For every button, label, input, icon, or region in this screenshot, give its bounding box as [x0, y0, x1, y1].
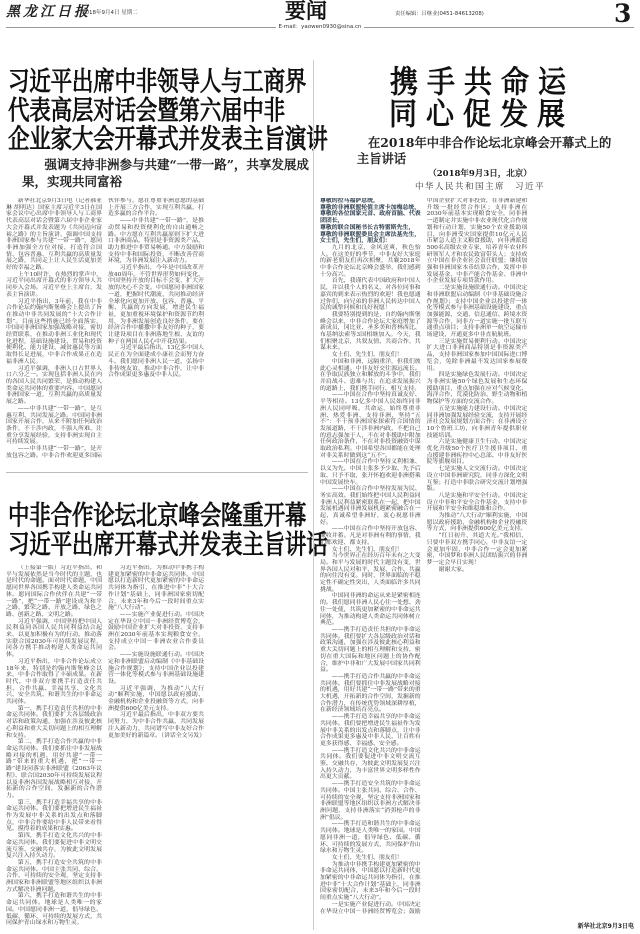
paragraph: ——携手打造安全共筑的中非命运共同体。中国主张共同、综合、合作、可持续的安全观，坚定支持非洲国家和非洲联盟等地区组织以非洲方式解决非洲问题，支持非洲落实“消弭枪声的非洲”倡议。	[320, 781, 421, 821]
paragraph: 我要特别提到的是，自约翰内斯堡峰会以来，中非合作论坛大家庭增加了新成员，冈比亚、圣多美和普林西比、布基纳法索等3国相继加入。今天，我们相聚北京，共叙友情、共商合作、共谋未来。	[320, 311, 421, 352]
salutation: 尊敬的非洲联盟委员会主席法基先生，	[320, 231, 421, 238]
speech-title	[389, 63, 576, 132]
title-line: 携手共命运	[390, 63, 576, 101]
headline-line: 企业家大会开幕式并发表主旨演讲	[8, 124, 328, 156]
paragraph: 为推动中非携手构建更加紧密的中非命运共同体，中国愿以打造新时代更加紧密的中非命运共同体为指引，在推进中非“十大合作计划”基础上，同非洲国家密切配合，未来3年和今后一段时间重点实施“八大行动”。	[320, 861, 421, 902]
paragraph: 习近平强调，为推动“八大行动”顺利实施，中国愿以政府援助、金融机构和企业投融资等方式，向非洲提供600亿美元支持。	[108, 685, 204, 712]
paragraph: 为推动“八大行动”顺利实施，中国愿以政府援助、金融机构和企业投融资等方式，向非洲提供600亿美元支持。	[426, 513, 528, 533]
paragraph: ——携手打造责任共担的中非命运共同体。我们要扩大各层级政治对话和政策沟通，加强在涉及彼此核心利益和重大关切问题上的相互理解和支持，密切在重大国际和地区问题上的协作配合，维护中非和广大发展中国家共同利益。	[320, 627, 421, 674]
newspaper-logo: 黑龙江日报	[6, 4, 91, 20]
article-divider	[6, 472, 308, 473]
salutation: 尊敬的非洲联盟轮值主席卡加梅总统，	[320, 204, 421, 211]
subtitle-line: 在2018年中非合作论坛北京峰会开幕式上的	[367, 135, 612, 150]
editor-credit: 责任编辑：吕继业(0451-84613208)	[395, 11, 484, 17]
paragraph: 七是实施人文交流行动。中国决定设立中国非洲研究院，同非方深化文明互鉴；打造中非联合研究交流计划增强版。	[426, 466, 528, 493]
paragraph: 三是实施贸易便利行动。中国决定扩大进口非洲商品特别是非资源类产品，支持非洲国家参加中国国际进口博览会，免除非洲最不发达国家参展费用。	[426, 338, 528, 372]
article-body	[320, 198, 634, 920]
paragraph: 习近平指出，中非合作论坛成立18年来，特别是约翰内斯堡峰会以来，中非合作取得了丰硕成果。在新时代，中非双方要携手打造责任共担、合作共赢、幸福共享、文化共兴、安全共筑、和谐共生的中非命运共同体。	[6, 658, 102, 706]
paragraph: 习近平最后指出，13亿多中国人民正在为全面建成小康社会而努力奋斗。我们愿同非洲人民一道，弘扬中非传统友谊，推动中非合作，让中非合作成果更多惠及中非人民。	[108, 345, 204, 379]
title-line: 同心促发展	[389, 95, 575, 132]
paragraph: ——实施设施联通行动。中国决定和非洲联盟启动编制《中非基础设施合作规划》；支持中国企业以投建营一体化等模式参与非洲基础设施建设。	[108, 652, 204, 685]
paragraph: ——中国在合作中坚持开放包容、兼收并蓄。凡是对非洲有利的事情，我们都欢迎、都支持。	[320, 526, 421, 546]
headline-line: 中非合作论坛北京峰会隆重开幕	[8, 500, 307, 532]
paragraph: 第六，携手打造和谐共生的中非命运共同体。地球是人类唯一的家园。中国愿同非洲一道，倡导绿色、低碳、循环、可持续的发展方式，共同保护青山绿水和万物生灵。	[6, 893, 102, 927]
paragraph: 习近平指出，3年前，我在中非合作论坛约翰内斯堡峰会上提出了旨在推动中非共同发展的“十大合作计划”。目前这些措施已经全面落实，中国同非洲国家加强战略对接，密切经贸联系，在推动非洲工业化和现代化进程，基础设施建设、贸易和投资便利化、能力建设、减贫惠民等方面取得长足进展，中非合作成果正在造福非洲人民。	[6, 298, 102, 365]
paragraph: 一是实施产业促进行动。中国决定在华设立中国－非洲经贸博览会；鼓励中国企业扩大对非投资，在非洲新建和升级一批经贸合作区；支持非洲在2030年前基本实现粮食安全，同非洲一道制定并实施中非农业现代化合作规划和行动计划，实施50个农业援助项目，向非洲受灾国家提供10亿元人民币紧急人道主义粮食援助，向非洲派遣500名高级农业专家，培养青年农业科研领军人才和农民致富带头人；支持成立中国在非企业社会责任联盟；继续加强和非洲国家本币结算合作，发挥中非发展基金、中非产能合作基金、非洲中小企业发展专项贷款作用。	[320, 198, 528, 915]
article-subhead: 强调支持非洲参与共建“一带一路”，共享发展成果，实现共同富裕	[22, 157, 309, 189]
paragraph: 新华社北京9月3日电（记者郝亚琳 胡明达）国家主席习近平3日在国家会议中心出席中非领导人与工商界代表高层对话会暨第六届中非企业家大会开幕式并发表题为《共同迈向富裕之路》的主旨演讲，强调中国支持非洲国家参与共建“一带一路”，愿同非洲加强全方位对接，打造符合国情、包容普惠、互利共赢的高质量发展之路，共同走上让人民生活更加美好的幸福之路。	[6, 198, 102, 272]
headline-line: 习近平出席中非领导人与工商界	[8, 66, 307, 98]
paragraph: ——实施产业促进行动。中国决定在华设立中国－非洲经贸博览会，鼓励中国企业扩大对非投资，支持非洲在2030年前基本实现粮食安全，支持成立中国－非洲农业合作委员会。	[108, 611, 204, 652]
paragraph: 二是实施设施联通行动。中国决定和非洲联盟启动编制《中非基础设施合作规划》；支持中国企业以投建营一体化等模式参与非洲基础设施建设，重点加强能源、交通、信息通信、跨境水资源等合作，同非方一道实施一批互联互通重点项目；支持非洲单一航空运输市场建设，开通更多中非直航航班。	[426, 285, 528, 339]
paragraph: ——携手打造幸福共享的中非命运共同体。我们要把增进民生福祉作为发展中非关系的出发点和落脚点，让中非合作成果更多惠及中非人民，让百姓有更多获得感、幸福感、安全感。	[320, 714, 421, 747]
paragraph: 女士们、先生们、朋友们！	[331, 352, 403, 359]
salutation: 尊敬的拉马福萨总统，	[320, 198, 379, 204]
paragraph: 九月的北京，金风送爽，秋色怡人。在这美好的季节，中非友好大家庭的新老朋友们再次相聚，共襄2018年中非合作论坛北京峰会盛举，我们感到十分高兴。	[320, 244, 421, 278]
paragraph: 习近平指出，为推动中非携手构建更加紧密的中非命运共同体，中国愿以打造新时代更加紧密的中非命运共同体为指引，在推进中非“十大合作计划”基础上，同非洲国家密切配合，未来3年和今后一段时间重点实施“八大行动”。	[108, 565, 204, 612]
paragraph: 五是实施能力建设行动。中国决定同非洲加强发展经验交流，支持开展经济社会发展规划方面合作；在非洲设立10个鲁班工坊，向非洲青年提供职业技能培训。	[426, 405, 528, 439]
paragraph: 习近平指出，今年是中国改革开放40周年。不管世界形势如何变化，中国坚持开放的目标不会变，扩大开放的决心不会变。中国愿同非洲国家一道，把握时代潮流，共同推动经济全球化向更加开放、包容、普惠、平衡、共赢的方向发展，增进民生福祉，更加重视环境保护和资源节约利用，为非洲发展创造良好条件，要在经济合作中播撒中非友好的种子，要让建设项目在非洲落地生根、友谊的种子在两国人民心中开花结果。	[108, 265, 204, 345]
paragraph: ——中国在合作中坚持发展为民、务实高效。我们始终把中国人民利益同非洲人民利益紧密联系在一起，把中国发展机遇同非洲发展机遇紧密融合在一起，真诚希望非洲好，衷心祝愿非洲好。	[320, 486, 421, 526]
article-body	[6, 565, 306, 931]
headline-line: 习近平出席开幕式并发表主旨讲话	[8, 529, 328, 561]
paragraph: ——中非共建“一带一路”，是开放包容之路。中非合作欢迎更多国际伙伴参与，愿在尊重非洲意愿的基础上开展三方合作，实现互利共赢，打造多赢的合作平台。	[6, 198, 204, 459]
paragraph: 女士们、先生们、朋友们！	[331, 854, 403, 861]
paragraph: 第三，携手打造幸福共享的中非命运共同体。我们要把增进民生福祉作为发展中非关系的出发点和落脚点，中非合作要给中非人民带来看得见、摸得着的成果和实惠。	[6, 799, 102, 833]
paragraph: ——携手打造合作共赢的中非命运共同体。我们要抓住中非发展战略对接的机遇，用好共建“一带一路”带来的重大机遇，开拓新的合作空间，发掘新的合作潜力，在传统优势领域深耕厚植，在新经济领域培育亮点。	[320, 673, 421, 714]
section-title: 要闻	[285, 0, 327, 23]
paragraph: 习近平强调，非洲人口占世界人口六分之一。实现包括非洲人民在内的各国人民共同繁荣，是推动构建人类命运共同体的重要内容。中国愿同非洲国家一道，互利共赢的高质量发展之路。	[6, 365, 102, 406]
paragraph: 谢谢大家。	[438, 566, 468, 573]
paragraph: 当今世界正在经历百年未有之大变局。和平与发展的时代主题没有变，世界各国人民对和平、发展、合作、共赢的向往没有变。同时，世界面临的不稳定性不确定性突出，人类面临许多共同挑战。	[320, 553, 421, 593]
paragraph: 六是实施健康卫生行动。中国决定优化升级50个医疗卫生援非项目，重点援建非洲疾控中心总部、中非友好医院等旗舰项目。	[426, 439, 528, 466]
news-agency-credit: 新华社北京9月3日电	[577, 923, 634, 930]
paragraph: 中国和非洲，远隔重洋，但我们彼此心灵相通。中非友好交往源远流长。在争取民族独立和解放的斗争中，我们并肩战斗、患难与共；在追求发展振兴的道路上，我们携手同行、相互支持。	[320, 358, 421, 392]
paragraph: 四是实施绿色发展行动。中国决定为非洲实施50个绿色发展和生态环保援助项目，重点加强在应对气候变化、海洋合作、荒漠化防治、野生动物和植物保护等方面的交流合作。	[426, 372, 528, 406]
speech-subtitle	[336, 135, 636, 167]
paragraph: ——中非共建“一带一路”，是推动贸易和投资便利化的自由通畅之路。中方愿在互利共赢原则下扩大进口非洲商品，特别是非资源类产品，助力推进中非贸易畅通。中方鼓励和支持中非和国际投资，不断改善营商环境，为非洲发展注入新动力。	[108, 218, 204, 265]
paragraph: 中国同非洲的命运从来是紧密相连的。我们愿同非洲人民心往一处想、劲往一处使，共筑更加紧密的中非命运共同体，为推动构建人类命运共同体树立典范。	[320, 593, 421, 627]
salutation: 尊敬的各位国家元首、政府首脑、代表团团长，	[320, 211, 421, 225]
salutation: 女士们，先生们，朋友们：	[320, 238, 391, 245]
paragraph: ——携手打造文化共兴的中非命运共同体。我们要促进中非文明交流互鉴、交融共存，为彼此文明发展复兴注入持久动力，为丰富世界文明多样性作出更大贡献。	[320, 747, 421, 781]
paragraph: ——中国在合作中坚持义利相兼、以义为先。中国主张多予少取、先予后取、只予不取，张开怀抱欢迎非洲搭乘中国发展快车。	[320, 459, 421, 486]
paragraph: 上午10时许，在热烈的掌声中，习近平同出席开幕式的非方领导人共同步入会场。习近平登上主席台，发表主旨演讲。	[6, 271, 102, 298]
issue-date: 2018年9月4日 星期二	[82, 10, 138, 16]
paragraph: 女士们、先生们、朋友们！	[331, 546, 403, 553]
page-number: 3	[614, 0, 632, 28]
paragraph: ——中非共建“一带一路”，是互惠互利、共同发展之路。中国同非洲国家开展合作，从来不附加任何政治条件，不干涉内政，不强人所难，注重分享发展经验，支持非洲实现自主可持续发展。	[6, 405, 102, 446]
speech-author: 中华人民共和国主席 习近平	[414, 182, 545, 192]
article-headline	[8, 68, 328, 154]
paragraph: 第一，携手打造责任共担的中非命运共同体。我们要扩大各层级政治对话和政策沟通，加强在涉及彼此核心利益和重大关切问题上的相互理解和支持。	[6, 705, 102, 739]
salutation: 尊敬的联合国秘书长古特雷斯先生，	[320, 224, 415, 231]
paragraph: 第四，携手打造文化共兴的中非命运共同体。我们要促进中非文明交流互鉴、交融共存，为彼此文明发展复兴注入持久动力。	[6, 833, 102, 860]
paragraph: 习近平强调，中国坚持把中国人民利益同各国人民共同利益结合起来，以更加积极有为的行动，推动落实联合国2030年可持续发展议程，同各方携手推动构建人类命运共同体。	[6, 618, 102, 659]
paragraph: 首先，我谨代表中国政府和中国人民，并以我个人的名义，对各位同事和嘉宾的到来表示热烈的欢迎！我也愿通过你们，向兄弟的非洲人民转达中国人民的诚挚问候和良好祝愿！	[320, 278, 421, 312]
paragraph: 八是实施和平安全行动。中国决定设立中非和平安全合作基金，支持中非开展和平安全和维稳维和合作。	[426, 492, 528, 513]
subtitle-line: 主旨讲话	[356, 151, 407, 166]
paragraph: “红日初升，其道大光。”我相信，只要中非双方携手同心，中非友谊一定会更加牢固，中非合作一定会更加紧密，中国梦和非洲人民团结振兴的非洲梦一定会早日实现！	[426, 533, 528, 566]
paragraph: ——携手打造和谐共生的中非命运共同体。地球是人类唯一的家园。中国愿同非洲一道，倡导绿色、低碳、循环、可持续的发展方式，共同保护青山绿水和万物生灵。	[320, 821, 421, 855]
article-body	[6, 198, 306, 466]
speech-dateline: （2018年9月3日，北京）	[428, 169, 532, 179]
paragraph: ——中国在合作中坚持真诚友好、平等相待。13亿多中国人民始终同非洲人民同呼吸、共命运，始终尊重非洲、热爱非洲、支持非洲，坚持“五不”：不干预非洲国家探索符合国情的发展道路，不干涉非洲内政，不把自己的意志强加于人，不在对非援助中附加任何政治条件，不在对非投资融资中谋取政治私利。中国希望各国都能在处理对非关系时做到这“五不”。	[320, 392, 421, 459]
headline-line: 代表高层对话会暨第六届中非	[8, 95, 285, 127]
paragraph: （上接第一版）习近平指出，和平与发展依然是当今时代的主题，也是时代的命题。面对时代命题，中国愿同世界各国携手构建人类命运共同体。愿同国际合作伙伴在共建“一带一路”，把“一带一路”建设成为和平之路、繁荣之路、开放之路、绿色之路、创新之路、文明之路。	[6, 565, 102, 618]
paragraph: 第五，携手打造安全共筑的中非命运共同体。中国主张共同、综合、合作、可持续的安全观，坚定支持非洲国家和非洲联盟等地区组织以非洲方式解决非洲问题。	[6, 859, 102, 893]
article-headline	[8, 502, 328, 560]
section-email: E-mail：yaowen0930@sina.cn	[278, 24, 362, 30]
paragraph: 习近平最后指出，中非双方要共同努力，为中非合作共赢、共同发展注入新动力，共同谱写中非友好合作更加美好的新篇章。（讲话全文另发）	[108, 712, 206, 739]
column-divider	[313, 60, 314, 930]
paragraph: 第二，携手打造合作共赢的中非命运共同体。我们要抓住中非发展战略对接的机遇，用好共建“一带一路”带来的重大机遇，把“一带一路”建设同落实非洲联盟《2063年议程》、联合国2030年可持续发展议程以及非洲各国发展战略相互对接，开拓新的合作空间，发掘新的合作潜力。	[6, 739, 102, 799]
